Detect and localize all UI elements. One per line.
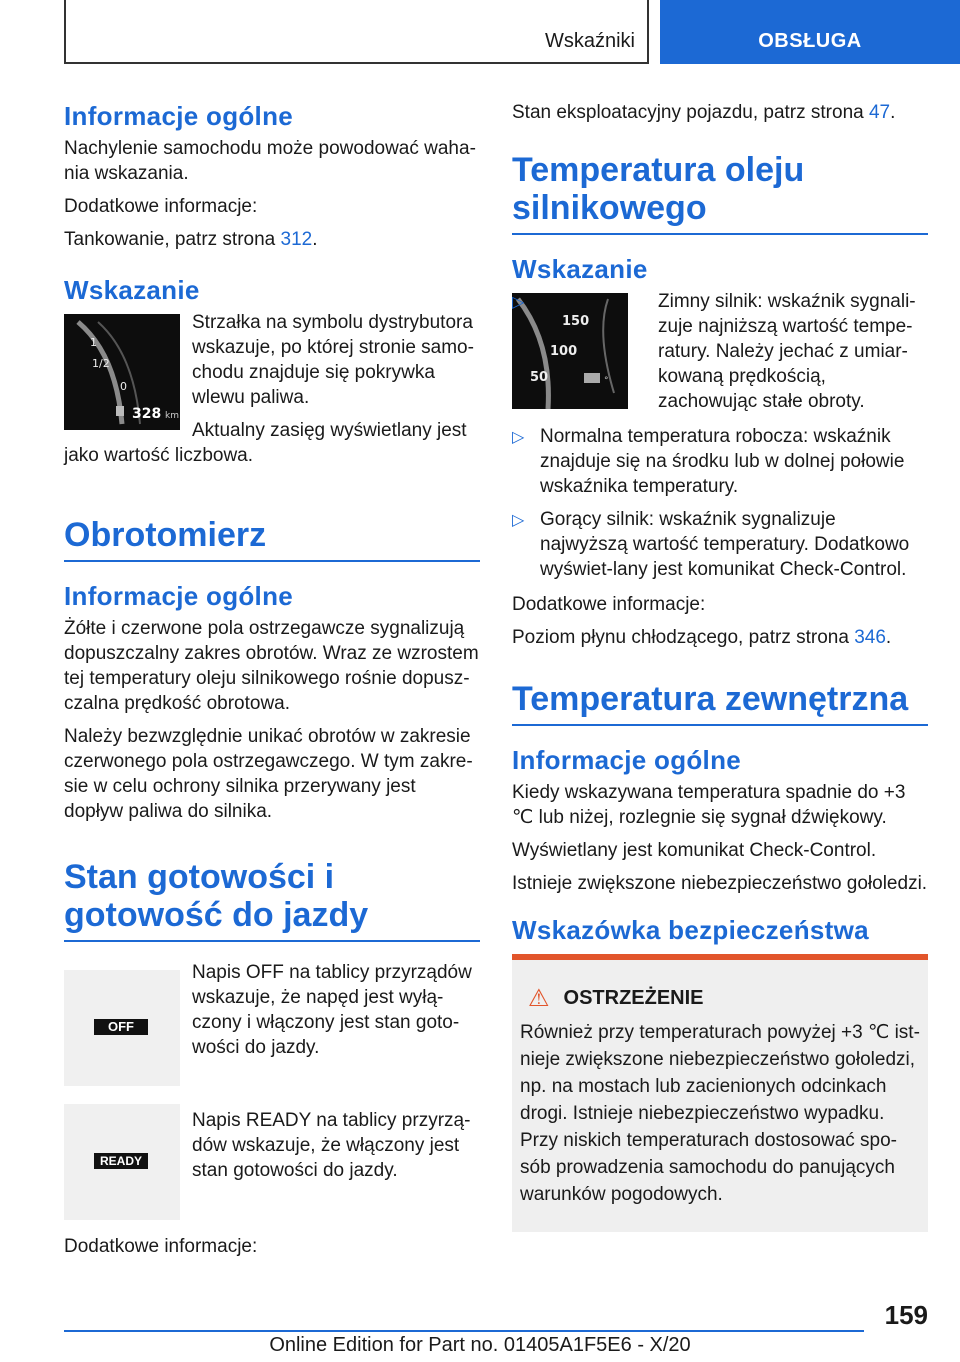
warning-triangle-icon: ⚠ xyxy=(528,985,550,1012)
oil-gauge-label-100: 100 xyxy=(550,344,578,359)
ready-section-title: Stan gotowości i gotowość do jazdy xyxy=(64,858,480,942)
oil-bullet-hot: ▷ Gorący silnik: wskaźnik sygnalizuje najwyższą wartość temperatury. Dodatkowo wyświet-lany jest komunikat Check-Control. xyxy=(512,509,910,580)
tacho-section-title: Obrotomierz xyxy=(64,516,480,562)
warning-box xyxy=(512,954,928,1232)
fuel-range-value: 328 xyxy=(132,406,162,422)
outside-text-2: Wyświetlany jest komunikat Check-Control. xyxy=(512,840,877,861)
fuel-gauge-drawing xyxy=(64,314,180,430)
svg-text:°: ° xyxy=(604,376,609,386)
page-number: 159 xyxy=(884,1300,928,1330)
oil-bullet-cold: ▷ Zimny silnik: wskaźnik sygnali-zuje najniższą wartość tempe-ratury. Należy jechać z umiar-kowaną prędkością, zachowując stałe obroty. xyxy=(512,291,916,412)
page-link-346[interactable]: 346 xyxy=(854,627,886,648)
triangle-bullet-icon: ▷ xyxy=(512,512,525,529)
warning-title-text: OSTRZEŻENIE xyxy=(563,987,704,1009)
header-frame xyxy=(64,0,649,64)
fuel-more-info: Dodatkowe informacje: xyxy=(64,196,258,217)
outside-temp-section-title: Temperatura zewnętrzna xyxy=(512,680,928,726)
oil-bullet-list xyxy=(512,289,928,414)
fuel-refuel-ref: Tankowanie, patrz strona 312. xyxy=(64,229,318,250)
coolant-ref: Poziom płynu chłodzącego, patrz strona 346. xyxy=(512,627,892,648)
oil-gauge-label-150: 150 xyxy=(562,314,590,329)
tacho-text-2: Należy bezwzględnie unikać obrotów w zakresie czerwonego pola ostrzegawczego. W tym zakre-sie w celu ochrony silnika przerywany jest dopływ paliwa do silnika. xyxy=(64,726,473,822)
oil-more-info: Dodatkowe informacje: xyxy=(512,594,706,615)
footer-divider xyxy=(64,1330,864,1332)
outside-text-3: Istnieje zwiększone niebezpieczeństwo gołoledzi. xyxy=(512,873,928,894)
triangle-bullet-icon: ▷ xyxy=(512,429,525,446)
right-column xyxy=(512,100,928,1232)
fuel-range-text: Aktualny zasięg wyświetlany jest jako wartość liczbowa. xyxy=(64,420,467,466)
off-indicator-text: Napis OFF na tablicy przyrządów wskazuje, że napęd jest wyłą-czony i włączony jest stan goto-wości do jazdy. xyxy=(192,962,472,1058)
outside-general-heading: Informacje ogólne xyxy=(512,745,742,775)
tacho-text-1: Żółte i czerwone pola ostrzegawcze sygnalizują dopuszczalny zakres obrotów. Wraz ze wzrostem tej temperatury oleju silnikowego rośnie dopusz-czalna prędkość obrotowa. xyxy=(64,618,479,714)
header-section-title: Wskaźniki xyxy=(544,30,635,52)
page-link-312[interactable]: 312 xyxy=(280,229,313,250)
fuel-range-unit: km xyxy=(165,411,179,421)
oil-gauge-label-50: 50 xyxy=(530,370,549,385)
triangle-bullet-icon: ▷ xyxy=(512,294,525,311)
footer-edition: Online Edition for Part no. 01405A1F5E6 - X/20 xyxy=(269,1334,691,1356)
outside-text-1: Kiedy wskazywana temperatura spadnie do +3 ℃ lub niżej, rozlegnie się sygnał dźwiękowy. xyxy=(512,782,906,828)
fuel-arrow-text: Strzałka na symbolu dystrybutora wskazuje, po której stronie samo-chodu znajduje się pokrywka wlewu paliwa. xyxy=(192,312,474,408)
oil-bullet-list-2 xyxy=(512,424,928,582)
fuel-general-text: Nachylenie samochodu może powodować waha-nia wskazania. xyxy=(64,138,476,184)
ready-indicator-image xyxy=(64,1104,180,1220)
ready-more-info: Dodatkowe informacje: xyxy=(64,1236,258,1257)
fuel-general-heading: Informacje ogólne xyxy=(64,101,294,131)
page-link-47[interactable]: 47 xyxy=(868,102,891,123)
fuel-gauge-label-half: 1/2 xyxy=(92,357,110,370)
fuel-gauge-image xyxy=(64,314,180,430)
fuel-gauge-label-full: 1 xyxy=(90,336,97,349)
left-column xyxy=(64,100,480,1267)
warning-text: Również przy temperaturach powyżej +3 ℃ ist-nieje zwiększone niebezpieczeństwo gołoledzi, np. na mostach lub zacienionych odcinkach drogi. Istnieje niebezpieczeństwo wypadku. Przy niskich temperaturach dostosować spo-sób prowadzenia samochodu do panujących warunków pogodowych. xyxy=(520,1022,920,1205)
vehicle-state-ref: Stan eksploatacyjny pojazdu, patrz strona 47. xyxy=(512,102,896,123)
fuel-gauge-label-empty: 0 xyxy=(120,380,127,393)
ready-indicator-text: Napis READY na tablicy przyrzą-dów wskazuje, że włączony jest stan gotowości do jazdy. xyxy=(192,1110,471,1181)
oil-bullet-normal: ▷ Normalna temperatura robocza: wskaźnik znajduje się na środku lub w dolnej połowie wskaźnika temperatury. xyxy=(512,426,905,497)
oil-display-heading: Wskazanie xyxy=(512,254,648,284)
fuel-display-heading: Wskazanie xyxy=(64,275,200,305)
header-chapter-tab[interactable]: OBSŁUGA xyxy=(660,0,960,64)
oil-section-title: Temperatura oleju silnikowego xyxy=(512,151,928,235)
safety-heading: Wskazówka bezpieczeństwa xyxy=(512,915,869,945)
off-badge: OFF xyxy=(94,1019,148,1035)
off-indicator-image xyxy=(64,970,180,1086)
warning-title xyxy=(520,984,920,1013)
fuel-pump-icon xyxy=(116,406,124,416)
ready-badge: READY xyxy=(94,1153,148,1169)
tacho-general-heading: Informacje ogólne xyxy=(64,581,294,611)
